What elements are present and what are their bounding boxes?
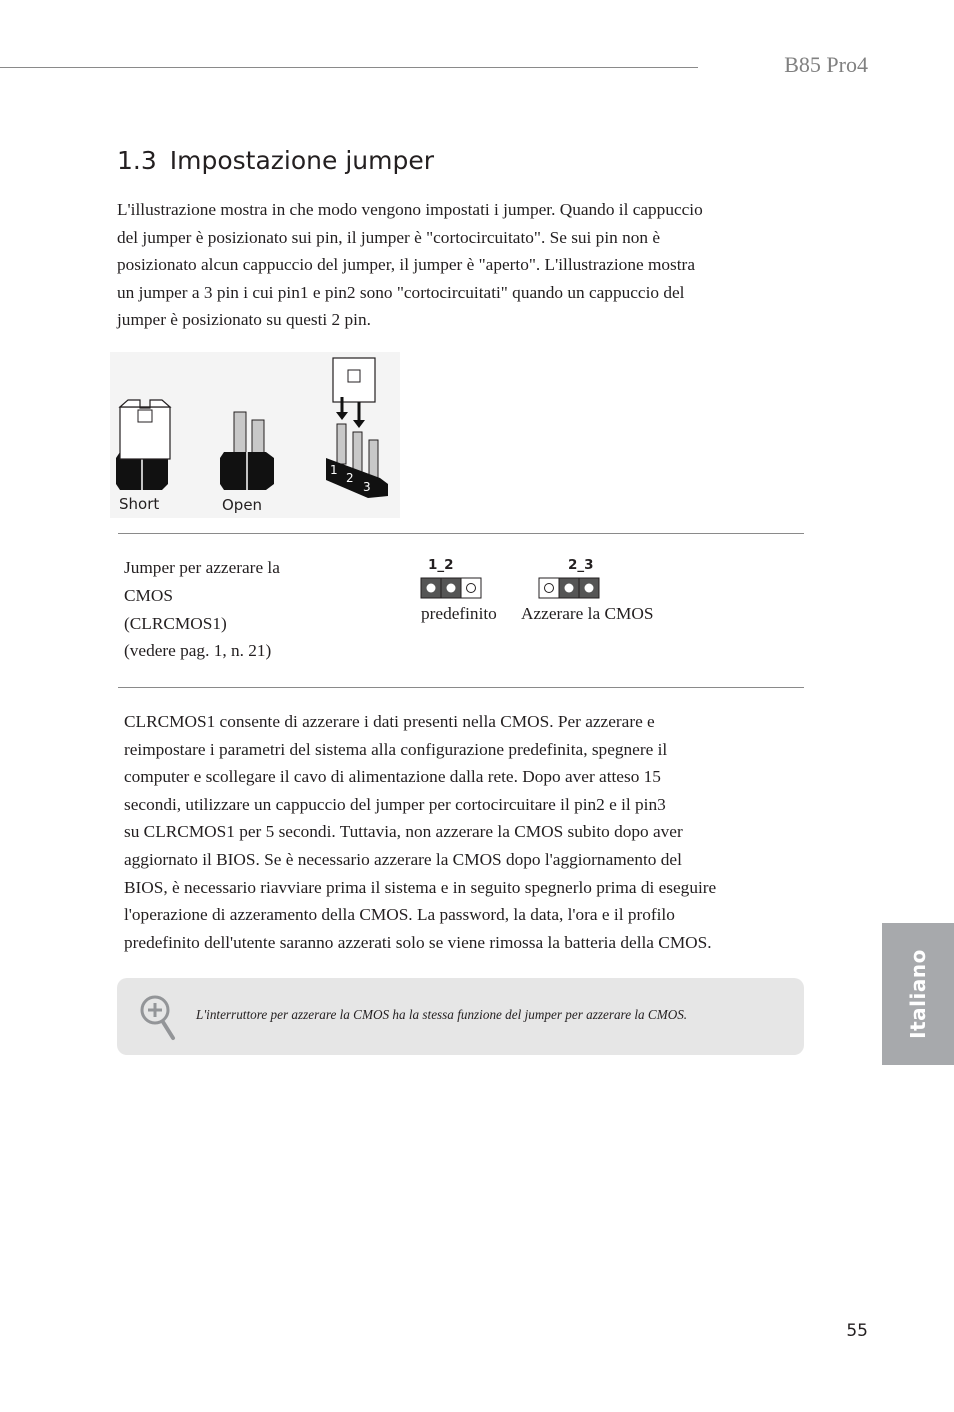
option-2-pins-label: 2_3 [568, 557, 594, 573]
jumper-illustration [110, 352, 400, 518]
short-jumper-graphic [116, 400, 170, 490]
jumper-label-line: (vedere pag. 1, n. 21) [124, 641, 272, 661]
option-1-caption: predefinito [421, 604, 497, 623]
language-side-tab [882, 923, 954, 1065]
jumper-label-line: CMOS [124, 585, 173, 605]
body-line: aggiornato il BIOS. Se è necessario azzerare la CMOS dopo l'aggiornamento del [124, 849, 682, 869]
jumper-description [124, 554, 280, 665]
intro-line: L'illustrazione mostra in che modo vengono impostati i jumper. Quando il cappuccio [117, 200, 703, 219]
intro-paragraph [117, 196, 703, 334]
pin-number-1: 1 [330, 463, 338, 477]
section-number: 1.3 [117, 146, 157, 175]
clrcmos-paragraph [124, 708, 716, 956]
note-box [117, 978, 804, 1055]
default-pin-diagram [420, 577, 484, 600]
intro-line: posizionato alcun cappuccio del jumper, il jumper è "aperto". L'illustrazione mostra [117, 255, 695, 275]
table-bottom-rule [118, 687, 804, 688]
body-line: predefinito dell'utente saranno azzerati solo se viene rimossa la batteria della CMOS. [124, 932, 712, 952]
magnifier-plus-icon [139, 992, 179, 1042]
jumper-figure-svg [110, 352, 400, 518]
body-line: CLRCMOS1 consente di azzerare i dati presenti nella CMOS. Per azzerare e [124, 712, 655, 731]
option-1-pins-label: 1_2 [428, 557, 454, 573]
body-line: BIOS, è necessario riavviare prima il sistema e in seguito spegnerlo prima di eseguire [124, 877, 717, 897]
body-line: l'operazione di azzeramento della CMOS. La password, la data, l'ora e il profilo [124, 905, 675, 925]
body-line: computer e scollegare il cavo di alimentazione dalla rete. Dopo aver atteso 15 [124, 767, 661, 787]
section-title [117, 146, 434, 175]
jumper-label-line: Jumper per azzerare la [124, 558, 280, 577]
note-text: L'interruttore per azzerare la CMOS ha la stessa funzione del jumper per azzerare la CMOS. [196, 1007, 688, 1022]
body-line: reimpostare i parametri del sistema alla configurazione predefinita, spegnere il [124, 739, 668, 759]
body-line: su CLRCMOS1 per 5 secondi. Tuttavia, non azzerare la CMOS subito dopo aver [124, 822, 683, 842]
short-label: Short [119, 495, 160, 513]
intro-line: jumper è posizionato su questi 2 pin. [117, 310, 371, 330]
intro-line: del jumper è posizionato sui pin, il jumper è "cortocircuitato". Se sui pin non è [117, 227, 660, 247]
section-title-text: Impostazione jumper [169, 146, 435, 175]
table-top-rule [118, 533, 804, 534]
clear-cmos-pin-diagram [538, 577, 602, 600]
option-2-caption: Azzerare la CMOS [521, 604, 654, 623]
open-label: Open [222, 496, 263, 514]
model-name: B85 Pro4 [784, 52, 868, 77]
pin-number-3: 3 [363, 480, 371, 494]
body-line: secondi, utilizzare un cappuccio del jumper per cortocircuitare il pin2 e il pin3 [124, 794, 666, 814]
page-number: 55 [846, 1321, 868, 1341]
jumper-label-line: (CLRCMOS1) [124, 613, 227, 633]
language-tab-label: Italiano [906, 949, 930, 1039]
pin-number-2: 2 [346, 471, 354, 485]
header-rule [0, 67, 698, 68]
intro-line: un jumper a 3 pin i cui pin1 e pin2 sono "cortocircuitati" quando un cappuccio del [117, 282, 685, 302]
